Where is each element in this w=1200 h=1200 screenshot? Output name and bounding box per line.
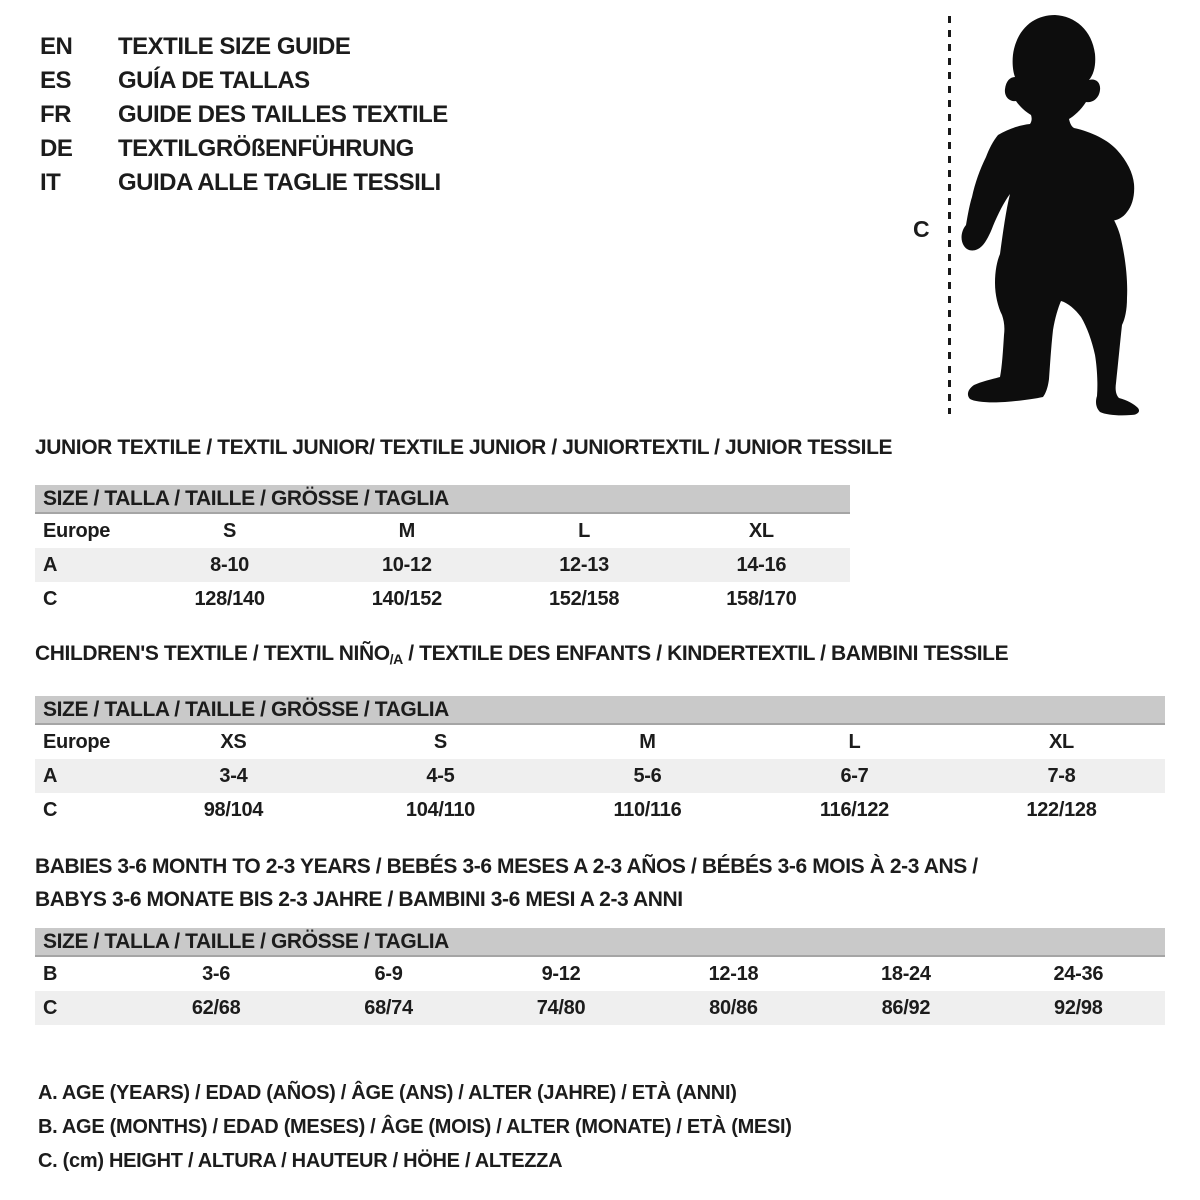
age-cell: 8-10 bbox=[210, 553, 249, 576]
language-code-es: ES bbox=[40, 67, 72, 94]
language-row-de bbox=[40, 132, 448, 166]
height-cell: 74/80 bbox=[536, 996, 586, 1019]
children-heading-subscript: /A bbox=[389, 651, 403, 667]
size-cell: XL bbox=[1048, 730, 1074, 753]
title-de: TEXTILGRÖßENFÜHRUNG bbox=[118, 135, 414, 162]
age-cell: 3-4 bbox=[219, 764, 248, 787]
junior-heading: JUNIOR TEXTILE / TEXTIL JUNIOR/ TEXTILE JUNIOR / JUNIORTEXTIL / JUNIOR TESSILE bbox=[35, 436, 893, 459]
age-cell: 10-12 bbox=[381, 553, 432, 576]
row-label: Europe bbox=[43, 730, 111, 753]
babies-heading-line1: BABIES 3-6 MONTH TO 2-3 YEARS / BEBÉS 3-6 MESES A 2-3 AÑOS / BÉBÉS 3-6 MOIS À 2-3 ANS / bbox=[35, 855, 978, 878]
table-row bbox=[35, 957, 1165, 991]
legend-line-b: B. AGE (MONTHS) / EDAD (MESES) / ÂGE (MOIS) / ALTER (MONATE) / ETÀ (MESI) bbox=[38, 1116, 792, 1138]
children-heading-post: / TEXTILE DES ENFANTS / KINDERTEXTIL / BAMBINI TESSILE bbox=[402, 642, 1009, 665]
section-babies-textile bbox=[35, 850, 1165, 1025]
age-cell: 12-18 bbox=[708, 962, 759, 985]
babies-size-table bbox=[35, 928, 1165, 1025]
junior-size-table bbox=[35, 485, 850, 616]
title-es: GUÍA DE TALLAS bbox=[118, 67, 310, 94]
age-cell: 24-36 bbox=[1053, 962, 1104, 985]
height-measure-dashed-line bbox=[948, 16, 951, 414]
size-cell: XL bbox=[748, 519, 774, 542]
size-cell: M bbox=[639, 730, 656, 753]
section-junior-textile bbox=[35, 436, 893, 616]
age-cell: 9-12 bbox=[541, 962, 581, 985]
table-row bbox=[35, 548, 850, 582]
row-label: C bbox=[43, 587, 58, 610]
language-code-it: IT bbox=[40, 169, 61, 196]
children-heading bbox=[35, 643, 1165, 670]
language-row-it bbox=[40, 166, 448, 200]
age-cell: 3-6 bbox=[202, 962, 231, 985]
height-cell: 92/98 bbox=[1054, 996, 1103, 1019]
title-fr: GUIDE DES TAILLES TEXTILE bbox=[118, 101, 448, 128]
row-label: A bbox=[43, 553, 58, 576]
row-label: A bbox=[43, 764, 58, 787]
title-en: TEXTILE SIZE GUIDE bbox=[118, 33, 351, 60]
toddler-silhouette-image bbox=[960, 12, 1155, 417]
children-size-table bbox=[35, 696, 1165, 827]
height-cell: 86/92 bbox=[881, 996, 931, 1019]
height-cell: 116/122 bbox=[819, 798, 889, 821]
age-cell: 7-8 bbox=[1047, 764, 1076, 787]
language-row-fr bbox=[40, 98, 448, 132]
junior-table-header-bar: SIZE / TALLA / TAILLE / GRÖSSE / TAGLIA bbox=[35, 485, 850, 514]
age-cell: 6-9 bbox=[374, 962, 403, 985]
age-cell: 6-7 bbox=[840, 764, 869, 787]
height-cell: 128/140 bbox=[194, 587, 265, 610]
table-row bbox=[35, 582, 850, 616]
table-row bbox=[35, 725, 1165, 759]
row-label: C bbox=[43, 996, 58, 1019]
height-cell: 140/152 bbox=[371, 587, 442, 610]
size-cell: XS bbox=[220, 730, 247, 753]
section-children-textile bbox=[35, 643, 1165, 827]
babies-heading-line2: BABYS 3-6 MONATE BIS 2-3 JAHRE / BAMBINI 3-6 MESI A 2-3 ANNI bbox=[35, 888, 683, 911]
babies-table-header-bar: SIZE / TALLA / TAILLE / GRÖSSE / TAGLIA bbox=[35, 928, 1165, 957]
size-cell: S bbox=[223, 519, 237, 542]
age-cell: 5-6 bbox=[633, 764, 662, 787]
language-row-es bbox=[40, 64, 448, 98]
size-cell: L bbox=[578, 519, 591, 542]
size-cell: L bbox=[848, 730, 861, 753]
size-cell: M bbox=[398, 519, 415, 542]
table-row bbox=[35, 759, 1165, 793]
height-cell: 68/74 bbox=[364, 996, 413, 1019]
row-label: B bbox=[43, 962, 58, 985]
language-code-de: DE bbox=[40, 135, 73, 162]
language-row-en bbox=[40, 30, 448, 64]
age-cell: 12-13 bbox=[559, 553, 609, 576]
children-table-header-bar: SIZE / TALLA / TAILLE / GRÖSSE / TAGLIA bbox=[35, 696, 1165, 725]
height-cell: 158/170 bbox=[726, 587, 797, 610]
height-cell: 80/86 bbox=[709, 996, 758, 1019]
height-cell: 98/104 bbox=[203, 798, 264, 821]
measurement-legend bbox=[38, 1076, 792, 1178]
height-measure-label: C bbox=[913, 216, 930, 242]
height-cell: 152/158 bbox=[548, 587, 620, 610]
table-row bbox=[35, 991, 1165, 1025]
age-cell: 18-24 bbox=[881, 962, 931, 985]
height-cell: 110/116 bbox=[613, 798, 682, 821]
legend-line-a: A. AGE (YEARS) / EDAD (AÑOS) / ÂGE (ANS) / ALTER (JAHRE) / ETÀ (ANNI) bbox=[38, 1082, 737, 1104]
height-cell: 62/68 bbox=[191, 996, 241, 1019]
children-heading-pre: CHILDREN'S TEXTILE / TEXTIL NIÑO bbox=[35, 642, 390, 665]
language-code-en: EN bbox=[40, 33, 73, 60]
age-cell: 14-16 bbox=[736, 553, 787, 576]
table-row bbox=[35, 514, 850, 548]
legend-line-c: C. (cm) HEIGHT / ALTURA / HAUTEUR / HÖHE / ALTEZZA bbox=[38, 1150, 563, 1172]
row-label: Europe bbox=[43, 519, 111, 542]
table-row bbox=[35, 793, 1165, 827]
title-it: GUIDA ALLE TAGLIE TESSILI bbox=[118, 169, 441, 196]
height-cell: 122/128 bbox=[1026, 798, 1097, 821]
language-code-fr: FR bbox=[40, 101, 71, 128]
row-label: C bbox=[43, 798, 58, 821]
age-cell: 4-5 bbox=[426, 764, 455, 787]
height-cell: 104/110 bbox=[405, 798, 475, 821]
language-title-list bbox=[40, 30, 448, 200]
size-cell: S bbox=[433, 730, 447, 753]
